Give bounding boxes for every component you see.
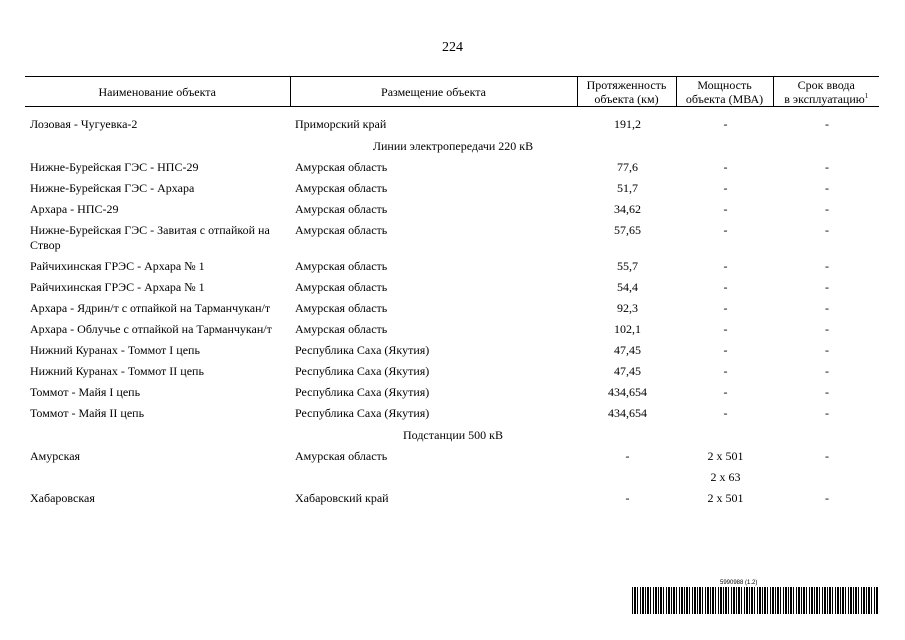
table-row (25, 319, 879, 340)
cell-location: Амурская область (295, 259, 388, 273)
cell-power: - (723, 223, 728, 237)
cell-location (290, 467, 577, 488)
cell-name: Лозовая - Чугуевка-2 (30, 117, 138, 131)
cell-length: 57,65 (614, 223, 641, 237)
barcode-label: 5990988 (1.2) (720, 580, 758, 586)
cell-name: Нижне-Бурейская ГЭС - Архара (30, 181, 195, 195)
cell-power: - (723, 280, 728, 294)
header-name: Наименование объекта (25, 77, 290, 107)
cell-name: Нижне-Бурейская ГЭС - НПС-29 (30, 160, 199, 174)
footnote-marker: 1 (864, 91, 869, 100)
table-row (25, 256, 879, 277)
cell-location: Хабаровский край (295, 491, 389, 505)
cell-length: 51,7 (617, 181, 638, 195)
cell-name: Нижне-Бурейская ГЭС - Завитая с отпайкой на Створ (30, 223, 270, 252)
table-row (25, 199, 879, 220)
cell-length (577, 467, 676, 488)
cell-length: 434,654 (608, 406, 647, 420)
cell-date: - (825, 280, 829, 294)
table-body (25, 107, 879, 510)
cell-power: - (723, 301, 728, 315)
section-title: Подстанции 500 кВ (403, 428, 503, 442)
cell-location: Амурская область (295, 449, 388, 463)
cell-name: Томмот - Майя I цепь (30, 385, 141, 399)
table-row (25, 340, 879, 361)
section-title: Линии электропередачи 220 кВ (372, 139, 534, 153)
cell-length: - (625, 491, 630, 505)
cell-power: - (723, 385, 728, 399)
cell-length: 77,6 (617, 160, 638, 174)
table-row (25, 298, 879, 319)
cell-date: - (825, 449, 829, 463)
cell-length: 102,1 (614, 322, 641, 336)
cell-date: - (825, 491, 829, 505)
table-row (25, 157, 879, 178)
barcode-image (632, 587, 878, 614)
cell-date: - (825, 160, 829, 174)
cell-power: - (723, 117, 728, 131)
cell-date: - (825, 322, 829, 336)
table-row (25, 220, 879, 256)
table-row (25, 382, 879, 403)
section-row (25, 424, 879, 446)
cell-location: Амурская область (295, 322, 388, 336)
table-row (25, 446, 879, 467)
cell-date: - (825, 259, 829, 273)
cell-date: - (825, 223, 829, 237)
cell-location: Амурская область (295, 160, 388, 174)
header-power: Мощность объекта (МВА) (676, 77, 773, 107)
barcode-block (632, 579, 878, 614)
table-row (25, 361, 879, 382)
cell-length: 54,4 (617, 280, 638, 294)
cell-name: Архара - НПС-29 (30, 202, 119, 216)
table-row (25, 277, 879, 298)
cell-name: Нижний Куранах - Томмот II цепь (30, 364, 204, 378)
cell-name: Амурская (30, 449, 81, 463)
page-number: 224 (442, 40, 463, 55)
cell-length: - (625, 449, 630, 463)
cell-length: 34,62 (614, 202, 641, 216)
cell-date (773, 467, 879, 488)
table-row (25, 178, 879, 199)
cell-location: Амурская область (295, 202, 388, 216)
table-row (25, 114, 879, 135)
objects-table (25, 76, 879, 509)
section-row (25, 135, 879, 157)
cell-length: 92,3 (617, 301, 638, 315)
cell-power: - (723, 406, 728, 420)
cell-location: Амурская область (295, 223, 388, 237)
cell-date: - (825, 301, 829, 315)
table-row (25, 488, 879, 509)
cell-location: Приморский край (295, 117, 387, 131)
cell-location: Республика Саха (Якутия) (295, 385, 430, 399)
cell-date: - (825, 202, 829, 216)
cell-location: Республика Саха (Якутия) (295, 406, 430, 420)
cell-date: - (825, 364, 829, 378)
cell-length: 434,654 (608, 385, 647, 399)
cell-location: Республика Саха (Якутия) (295, 343, 430, 357)
cell-date: - (825, 406, 829, 420)
table-header (25, 77, 879, 107)
cell-power: 2 x 501 (707, 491, 744, 505)
cell-length: 47,45 (614, 343, 641, 357)
cell-length: 191,2 (614, 117, 641, 131)
cell-power: - (723, 364, 728, 378)
cell-length: 55,7 (617, 259, 638, 273)
cell-power: - (723, 181, 728, 195)
cell-power: - (723, 160, 728, 174)
cell-location: Республика Саха (Якутия) (295, 364, 430, 378)
cell-name: Архара - Облучье с отпайкой на Тарманчукан/т (30, 322, 272, 336)
table-row (25, 467, 879, 488)
cell-power: 2 x 501 (707, 449, 744, 463)
header-location: Размещение объекта (290, 77, 577, 107)
cell-name: Райчихинская ГРЭС - Архара № 1 (30, 280, 205, 294)
table-row (25, 403, 879, 424)
cell-power: - (723, 322, 728, 336)
header-length: Протяженность объекта (км) (577, 77, 676, 107)
cell-location: Амурская область (295, 301, 388, 315)
cell-location: Амурская область (295, 181, 388, 195)
cell-date: - (825, 117, 829, 131)
cell-power: - (723, 202, 728, 216)
cell-date: - (825, 181, 829, 195)
header-date: Срок ввода в эксплуатацию$^1$ (773, 77, 879, 107)
cell-name: Нижний Куранах - Томмот I цепь (30, 343, 200, 357)
cell-name: Томмот - Майя II цепь (30, 406, 145, 420)
cell-name: Архара - Ядрин/т с отпайкой на Тарманчукан/т (30, 301, 271, 315)
cell-date: - (825, 343, 829, 357)
cell-name: Хабаровская (30, 491, 95, 505)
cell-name: Райчихинская ГРЭС - Архара № 1 (30, 259, 205, 273)
cell-power: 2 x 63 (710, 470, 741, 484)
cell-name (25, 467, 290, 488)
cell-location: Амурская область (295, 280, 388, 294)
cell-power: - (723, 259, 728, 273)
cell-date: - (825, 385, 829, 399)
cell-power: - (723, 343, 728, 357)
cell-length: 47,45 (614, 364, 641, 378)
